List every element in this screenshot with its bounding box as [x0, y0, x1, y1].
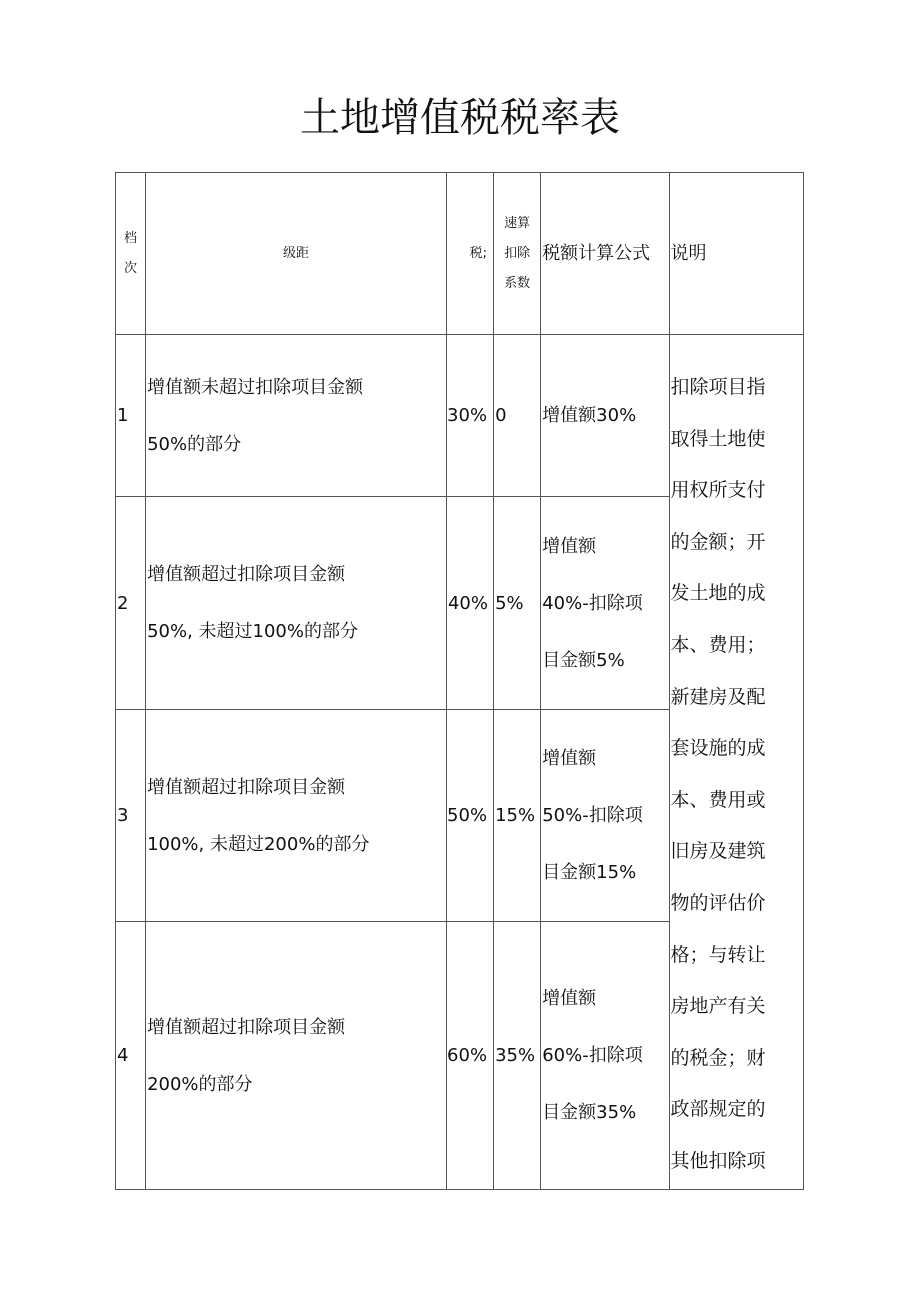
header-note: 说明 [669, 173, 803, 335]
row-deduction: 15% [494, 710, 541, 922]
tax-rate-table [115, 172, 804, 1190]
row-rate: 50% [446, 710, 493, 922]
row-level: 1 [116, 335, 146, 497]
row-level: 4 [116, 922, 146, 1190]
row-deduction: 35% [494, 922, 541, 1190]
row-rate: 30% [446, 335, 493, 497]
header-deduction: 速算扣除系数 [494, 173, 541, 335]
table-header-row [116, 173, 804, 335]
header-level: 档次 [116, 173, 146, 335]
row-range: 增值额超过扣除项目金额 50%, 未超过100%的部分 [146, 497, 447, 710]
row-range: 增值额超过扣除项目金额 100%, 未超过200%的部分 [146, 710, 447, 922]
row-formula: 增值额 50%-扣除项 目金额15% [541, 710, 669, 922]
row-formula: 增值额 40%-扣除项 目金额5% [541, 497, 669, 710]
header-range: 级距 [146, 173, 447, 335]
header-rate: 税; [446, 173, 493, 335]
row-deduction: 0 [494, 335, 541, 497]
table-row [116, 335, 804, 497]
row-range: 增值额超过扣除项目金额 200%的部分 [146, 922, 447, 1190]
row-formula: 增值额 60%-扣除项 目金额35% [541, 922, 669, 1190]
table-note: 扣除项目指 取得土地使 用权所支付 的金额；开 发土地的成 本、费用； 新建房及配 套设施的成 本、费用或 旧房及建筑 物的评估价 格；与转让 房地产有关 的税金；财 政部规定的 其他扣除项 [669, 335, 803, 1190]
row-formula: 增值额30% [541, 335, 669, 497]
row-rate: 60% [446, 922, 493, 1190]
row-level: 3 [116, 710, 146, 922]
row-rate: 40% [446, 497, 493, 710]
row-deduction: 5% [494, 497, 541, 710]
row-level: 2 [116, 497, 146, 710]
row-range: 增值额未超过扣除项目金额 50%的部分 [146, 335, 447, 497]
header-formula: 税额计算公式 [541, 173, 669, 335]
page-title: 土地增值税税率表 [300, 95, 620, 141]
